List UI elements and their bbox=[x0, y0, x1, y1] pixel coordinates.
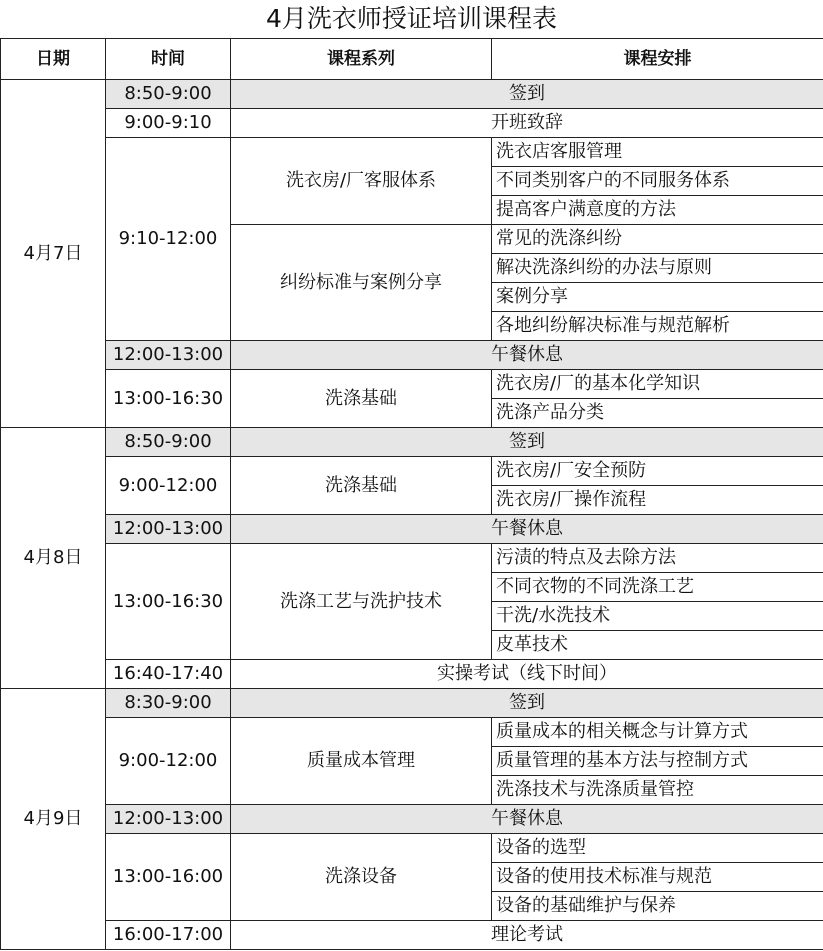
day-date-cell: 4月9日 bbox=[1, 689, 106, 950]
series-cell: 洗涤设备 bbox=[231, 834, 492, 921]
arrangement-cell: 洗衣房/厂安全预防 bbox=[492, 457, 823, 486]
opening-cell: 开班致辞 bbox=[231, 109, 823, 138]
schedule-table bbox=[0, 38, 823, 950]
time-cell: 16:40-17:40 bbox=[106, 660, 231, 689]
table-row bbox=[1, 80, 823, 109]
arrangement-cell: 设备的使用技术标准与规范 bbox=[492, 863, 823, 892]
lunch-cell: 午餐休息 bbox=[231, 805, 823, 834]
arrangement-cell: 洗衣房/厂操作流程 bbox=[492, 486, 823, 515]
page-title: 4月洗衣师授证培训课程表 bbox=[266, 4, 557, 33]
lunch-cell: 午餐休息 bbox=[231, 515, 823, 544]
arrangement-cell: 不同衣物的不同洗涤工艺 bbox=[492, 573, 823, 602]
table-row bbox=[1, 109, 823, 138]
time-cell: 12:00-13:00 bbox=[106, 805, 231, 834]
arrangement-cell: 不同类别客户的不同服务体系 bbox=[492, 167, 823, 196]
arrangement-cell: 洗涤产品分类 bbox=[492, 399, 823, 428]
arrangement-cell: 洗涤技术与洗涤质量管控 bbox=[492, 776, 823, 805]
arrangement-cell: 解决洗涤纠纷的办法与原则 bbox=[492, 254, 823, 283]
arrangement-cell: 洗衣房/厂的基本化学知识 bbox=[492, 370, 823, 399]
time-cell: 9:00-9:10 bbox=[106, 109, 231, 138]
time-cell: 8:30-9:00 bbox=[106, 689, 231, 718]
table-row bbox=[1, 341, 823, 370]
time-cell: 13:00-16:00 bbox=[106, 834, 231, 921]
arrangement-cell: 各地纠纷解决标准与规范解析 bbox=[492, 312, 823, 341]
table-row bbox=[1, 689, 823, 718]
signin-cell: 签到 bbox=[231, 80, 823, 109]
series-cell: 纠纷标准与案例分享 bbox=[231, 225, 492, 341]
exam-cell: 实操考试（线下时间） bbox=[231, 660, 823, 689]
table-row bbox=[1, 718, 823, 747]
signin-cell: 签到 bbox=[231, 428, 823, 457]
arrangement-cell: 污渍的特点及去除方法 bbox=[492, 544, 823, 573]
time-cell: 13:00-16:30 bbox=[106, 370, 231, 428]
signin-cell: 签到 bbox=[231, 689, 823, 718]
table-row bbox=[1, 921, 823, 950]
day-date-cell: 4月8日 bbox=[1, 428, 106, 689]
table-row bbox=[1, 428, 823, 457]
arrangement-cell: 提高客户满意度的方法 bbox=[492, 196, 823, 225]
arrangement-cell: 设备的基础维护与保养 bbox=[492, 892, 823, 921]
time-cell: 12:00-13:00 bbox=[106, 515, 231, 544]
series-cell: 洗涤工艺与洗护技术 bbox=[231, 544, 492, 660]
time-cell: 9:00-12:00 bbox=[106, 457, 231, 515]
table-header-row bbox=[1, 39, 823, 80]
day-date-cell: 4月7日 bbox=[1, 80, 106, 428]
series-cell: 洗涤基础 bbox=[231, 457, 492, 515]
table-row bbox=[1, 834, 823, 863]
table-row bbox=[1, 544, 823, 573]
arrangement-cell: 干洗/水洗技术 bbox=[492, 602, 823, 631]
time-cell: 8:50-9:00 bbox=[106, 428, 231, 457]
table-row bbox=[1, 138, 823, 167]
arrangement-cell: 常见的洗涤纠纷 bbox=[492, 225, 823, 254]
series-cell: 洗衣房/厂客服体系 bbox=[231, 138, 492, 225]
series-cell: 质量成本管理 bbox=[231, 718, 492, 805]
table-row bbox=[1, 805, 823, 834]
series-cell: 洗涤基础 bbox=[231, 370, 492, 428]
lunch-cell: 午餐休息 bbox=[231, 341, 823, 370]
time-cell: 8:50-9:00 bbox=[106, 80, 231, 109]
table-row bbox=[1, 660, 823, 689]
table-row bbox=[1, 370, 823, 399]
time-cell: 12:00-13:00 bbox=[106, 341, 231, 370]
time-cell: 13:00-16:30 bbox=[106, 544, 231, 660]
arrangement-cell: 设备的选型 bbox=[492, 834, 823, 863]
arrangement-cell: 皮革技术 bbox=[492, 631, 823, 660]
header-arrangement: 课程安排 bbox=[492, 39, 823, 80]
arrangement-cell: 洗衣店客服管理 bbox=[492, 138, 823, 167]
header-series: 课程系列 bbox=[231, 39, 492, 80]
exam-cell: 理论考试 bbox=[231, 921, 823, 950]
header-date: 日期 bbox=[1, 39, 106, 80]
time-cell: 9:10-12:00 bbox=[106, 138, 231, 341]
table-row bbox=[1, 515, 823, 544]
header-time: 时间 bbox=[106, 39, 231, 80]
arrangement-cell: 质量管理的基本方法与控制方式 bbox=[492, 747, 823, 776]
time-cell: 9:00-12:00 bbox=[106, 718, 231, 805]
arrangement-cell: 案例分享 bbox=[492, 283, 823, 312]
table-row bbox=[1, 457, 823, 486]
arrangement-cell: 质量成本的相关概念与计算方式 bbox=[492, 718, 823, 747]
time-cell: 16:00-17:00 bbox=[106, 921, 231, 950]
